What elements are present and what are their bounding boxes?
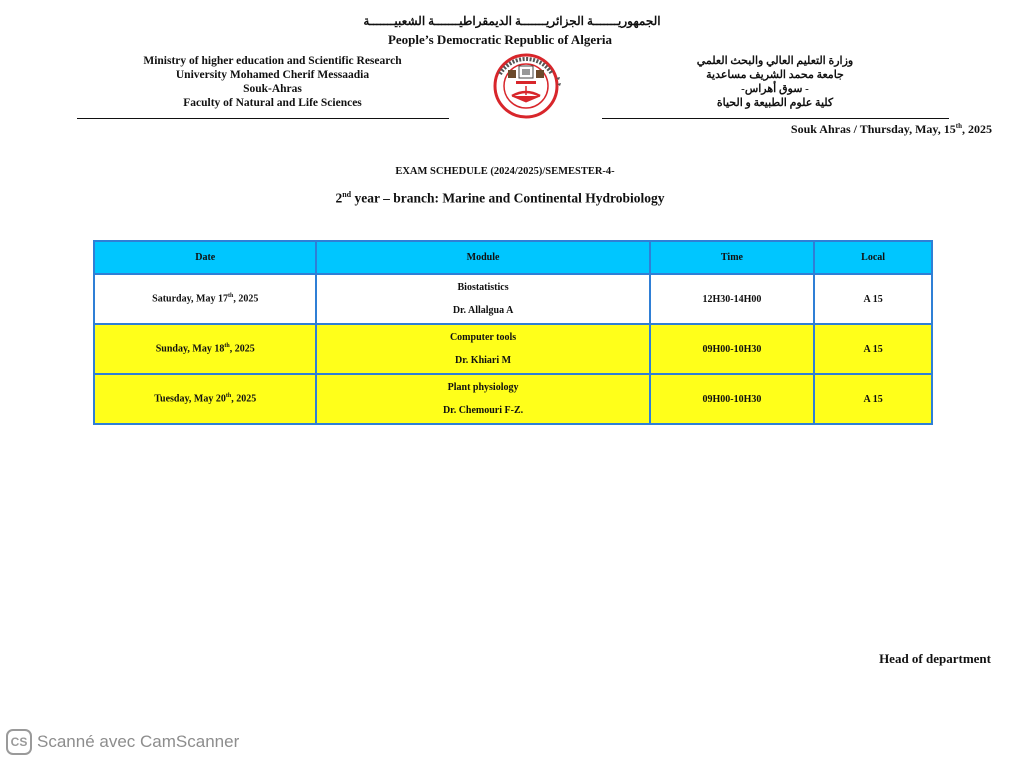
header-time: Time (650, 241, 815, 274)
document-date: Souk Ahras / Thursday, May, 15th, 2025 (790, 122, 992, 136)
schedule-title: EXAM SCHEDULE (2024/2025)/SEMESTER-4- (395, 166, 615, 177)
exam-local: A 15 (814, 324, 932, 374)
exam-local: A 15 (814, 274, 932, 324)
exam-module (316, 324, 649, 374)
institution-block-arabic (640, 54, 910, 110)
city-line: Souk-Ahras (243, 83, 302, 95)
module-name: Plant physiology (447, 382, 519, 393)
divider-right (602, 118, 949, 119)
institution-block-english (90, 54, 455, 110)
header-module: Module (316, 241, 649, 274)
module-name: Biostatistics (457, 282, 509, 293)
camscanner-watermark (6, 728, 239, 756)
exam-schedule-table (93, 240, 933, 425)
exam-time: 09H00-10H30 (650, 324, 815, 374)
module-name: Computer tools (449, 332, 517, 343)
arabic-republic-title: الجمهوريـــــــة الجزائريـــــــة الديمقراطيـــــــة الشعبيـــــــة (363, 14, 661, 28)
exam-time: 12H30-14H00 (650, 274, 815, 324)
republic-title: People’s Democratic Republic of Algeria (387, 32, 613, 47)
exam-time: 09H00-10H30 (650, 374, 815, 424)
divider-left (77, 118, 449, 119)
exam-module (316, 274, 649, 324)
module-teacher: Dr. Allalgua A (452, 305, 514, 316)
header-local: Local (814, 241, 932, 274)
camscanner-logo-icon: CS (6, 729, 32, 755)
ministry-line: Ministry of higher education and Scientific Research (143, 55, 402, 67)
city-line-ar: - سوق أهراس- (741, 83, 809, 95)
ministry-line-ar: وزارة التعليم العالي والبحث العلمي (696, 55, 854, 67)
exam-date: Saturday, May 17th, 2025 (94, 274, 316, 324)
camscanner-text: Scanné avec CamScanner (37, 732, 240, 751)
university-line: University Mohamed Cherif Messaadia (175, 69, 370, 81)
university-line-ar: جامعة محمد الشريف مساعدية (706, 69, 844, 81)
module-teacher: Dr. Khiari M (455, 355, 512, 366)
university-seal-logo (486, 48, 566, 120)
exam-date: Tuesday, May 20th, 2025 (94, 374, 316, 424)
head-of-department-signature: Head of department (879, 651, 991, 666)
table-header-row (94, 241, 932, 274)
faculty-line-ar: كلية علوم الطبيعة و الحياة (716, 97, 834, 109)
exam-local: A 15 (814, 374, 932, 424)
header-date: Date (94, 241, 316, 274)
exam-date: Sunday, May 18th, 2025 (94, 324, 316, 374)
faculty-line: Faculty of Natural and Life Sciences (183, 97, 362, 109)
table-row (94, 274, 932, 324)
module-teacher: Dr. Chemouri F-Z. (442, 405, 524, 416)
exam-module (316, 374, 649, 424)
table-row (94, 374, 932, 424)
branch-title: 2nd year – branch: Marine and Continental Hydrobiology (335, 190, 665, 206)
table-row (94, 324, 932, 374)
